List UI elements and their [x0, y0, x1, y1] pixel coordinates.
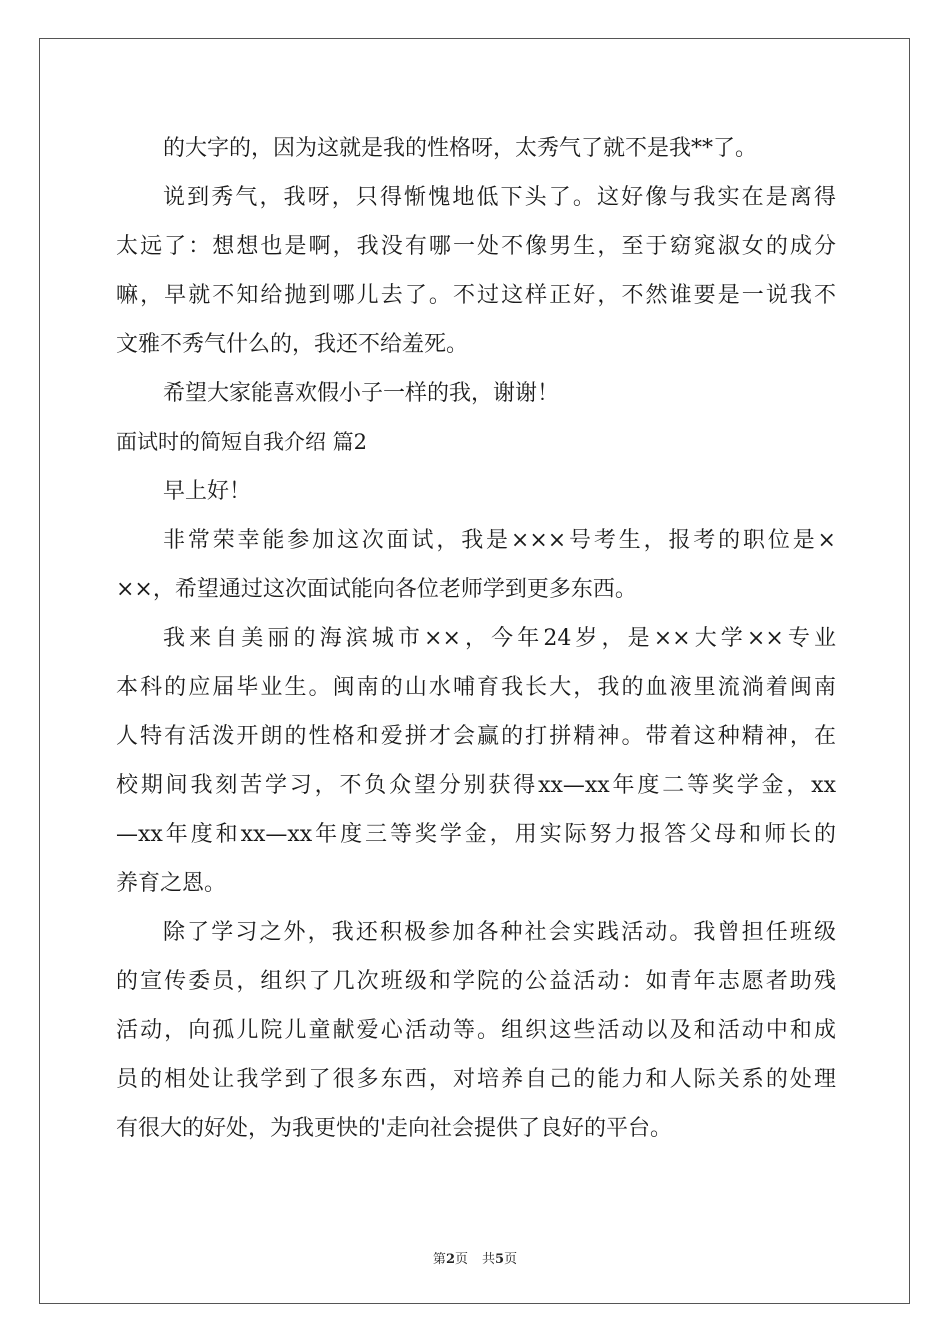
total-pages: 5: [495, 1252, 505, 1267]
paragraph-line: 非常荣幸能参加这次面试，我是×××号考生，报考的职位是×: [163, 528, 836, 553]
paragraph-line: 嘛，早就不知给抛到哪儿去了。不过这样正好，不然谁要是一说我不: [116, 283, 836, 308]
paragraph-line: 校期间我刻苦学习，不负众望分别获得xx—xx年度二等奖学金，xx: [116, 773, 836, 798]
total-prefix: 共: [482, 1252, 496, 1267]
paragraph-line: 早上好！: [163, 479, 252, 504]
paragraph-line: ××，希望通过这次面试能向各位老师学到更多东西。: [116, 577, 637, 602]
paragraph-line: 员的相处让我学到了很多东西，对培养自己的能力和人际关系的处理: [116, 1067, 836, 1092]
paragraph-line: 养育之恩。: [116, 871, 227, 896]
paragraph-line: 说到秀气，我呀，只得惭愧地低下头了。这好像与我实在是离得: [163, 185, 836, 210]
paragraph-line: 本科的应届毕业生。闽南的山水哺育我长大，我的血液里流淌着闽南: [116, 675, 836, 700]
paragraph-line: 除了学习之外，我还积极参加各种社会实践活动。我曾担任班级: [163, 920, 836, 945]
paragraph-line: 有很大的好处，为我更快的'走向社会提供了良好的平台。: [116, 1116, 673, 1141]
section-heading: 面试时的简短自我介绍 篇2: [116, 430, 368, 454]
paragraph-line: 太远了：想想也是啊，我没有哪一处不像男生，至于窈窕淑女的成分: [116, 234, 836, 259]
paragraph-line: 的大字的，因为这就是我的性格呀，太秀气了就不是我**了。: [163, 136, 758, 161]
paragraph-line: 的宣传委员，组织了几次班级和学院的公益活动：如青年志愿者助残: [116, 969, 836, 994]
page-footer: [0, 1248, 950, 1267]
paragraph-line: 人特有活泼开朗的性格和爱拼才会赢的打拼精神。带着这种精神，在: [116, 724, 836, 749]
paragraph-line: 希望大家能喜欢假小子一样的我，谢谢！: [163, 381, 560, 406]
paragraph-line: 我来自美丽的海滨城市××，今年24岁，是××大学××专业: [163, 626, 836, 651]
paragraph-line: 文雅不秀气什么的，我还不给羞死。: [116, 332, 469, 357]
paragraph-line: —xx年度和xx—xx年度三等奖学金，用实际努力报答父母和师长的: [116, 822, 836, 847]
page-suffix: 页: [454, 1252, 468, 1267]
paragraph-line: 活动，向孤儿院儿童献爱心活动等。组织这些活动以及和活动中和成: [116, 1018, 836, 1043]
document-body: [116, 124, 836, 1153]
total-suffix: 页: [504, 1252, 518, 1267]
page-prefix: 第: [432, 1252, 446, 1267]
page-number: 2: [445, 1252, 455, 1267]
